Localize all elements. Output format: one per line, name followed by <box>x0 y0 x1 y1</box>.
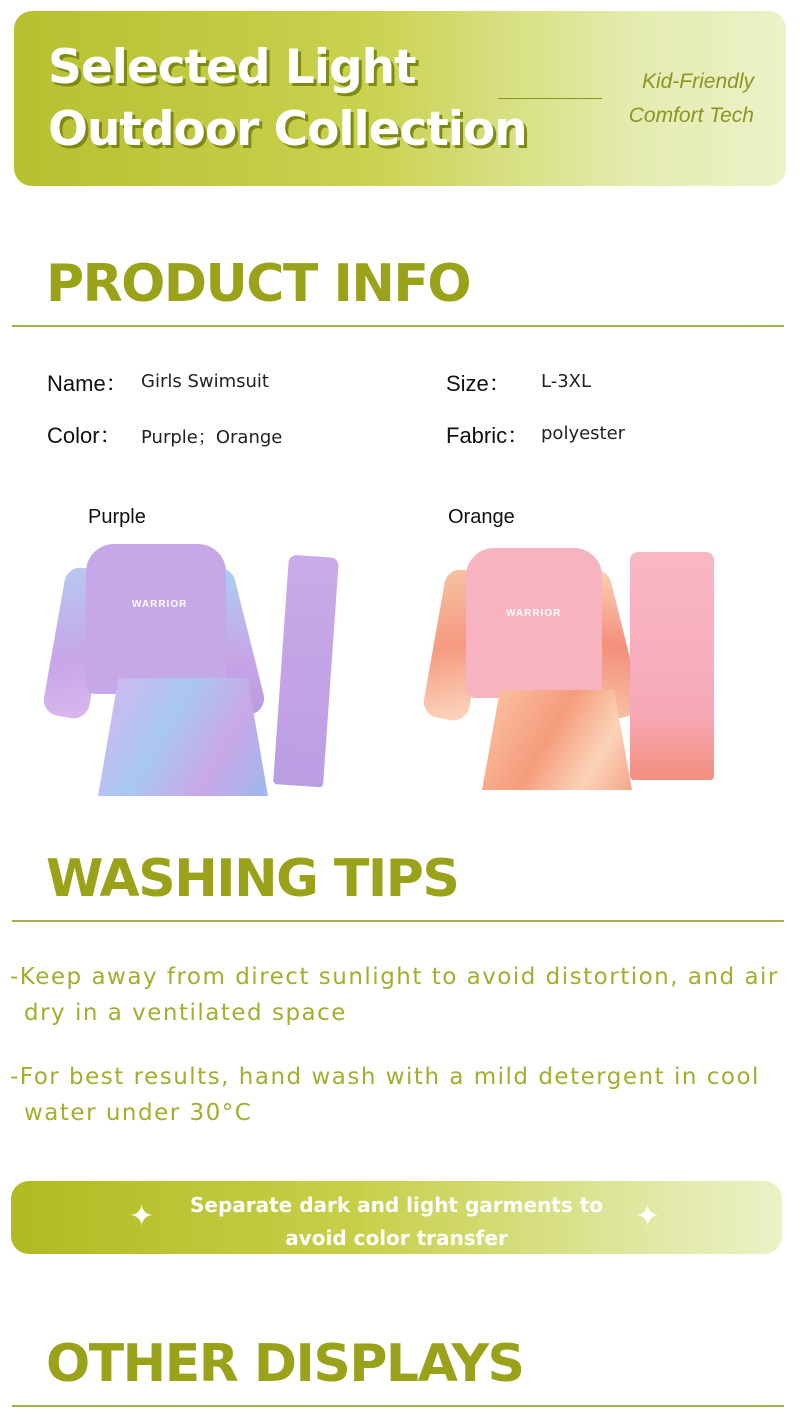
sparkle-icon: ✦ <box>635 1199 661 1234</box>
hero-tagline <box>629 65 754 133</box>
fabric-label: Fabric： <box>446 423 530 448</box>
washing-tip-2: -For best results, hand wash with a mild detergent in cool water under 30°C <box>10 1064 760 1126</box>
color-value: Purple；Orange <box>141 427 283 448</box>
hero-divider <box>498 98 602 99</box>
product-info-divider <box>12 325 784 327</box>
size-label: Size： <box>446 371 511 396</box>
orange-skirt <box>482 690 632 790</box>
hero-title-line2: Outdoor Collection <box>48 102 527 157</box>
fabric-value: polyester <box>541 423 626 444</box>
variant-label-purple: Purple <box>88 506 146 528</box>
washing-tips-divider <box>12 920 784 922</box>
variant-label-orange: Orange <box>448 506 515 528</box>
notice-line1: Separate dark and light garments to <box>189 1193 604 1217</box>
hero-title <box>48 37 608 161</box>
purple-leggings <box>273 555 339 788</box>
color-transfer-notice <box>11 1181 782 1254</box>
hero-banner <box>14 11 786 186</box>
purple-swimsuit-image <box>48 540 348 800</box>
orange-shirt <box>466 548 602 698</box>
washing-tip-1: -Keep away from direct sunlight to avoid distortion, and air dry in a ventilated space <box>10 964 779 1026</box>
washing-tips-heading: WASHING TIPS <box>46 849 459 909</box>
color-label: Color： <box>47 423 122 448</box>
hero-title-line1: Selected Light <box>48 40 416 95</box>
notice-line2: avoid color transfer <box>285 1226 508 1250</box>
notice-text <box>11 1189 782 1255</box>
purple-shirt <box>86 544 226 694</box>
purple-shirt-print: WARRIOR <box>132 599 188 610</box>
product-info-heading: PRODUCT INFO <box>46 254 471 314</box>
other-displays-divider <box>12 1405 784 1407</box>
sparkle-icon: ✦ <box>129 1199 155 1234</box>
orange-swimsuit-image <box>430 540 730 800</box>
name-label: Name： <box>47 371 128 396</box>
hero-tagline-line2: Comfort Tech <box>628 104 754 127</box>
name-value: Girls Swimsuit <box>141 371 269 392</box>
purple-skirt <box>98 678 268 796</box>
orange-shirt-print: WARRIOR <box>506 608 562 619</box>
orange-pants <box>630 552 714 780</box>
size-value: L-3XL <box>541 371 592 392</box>
hero-tagline-line1: Kid-Friendly <box>641 70 754 93</box>
other-displays-heading: OTHER DISPLAYS <box>46 1334 524 1394</box>
